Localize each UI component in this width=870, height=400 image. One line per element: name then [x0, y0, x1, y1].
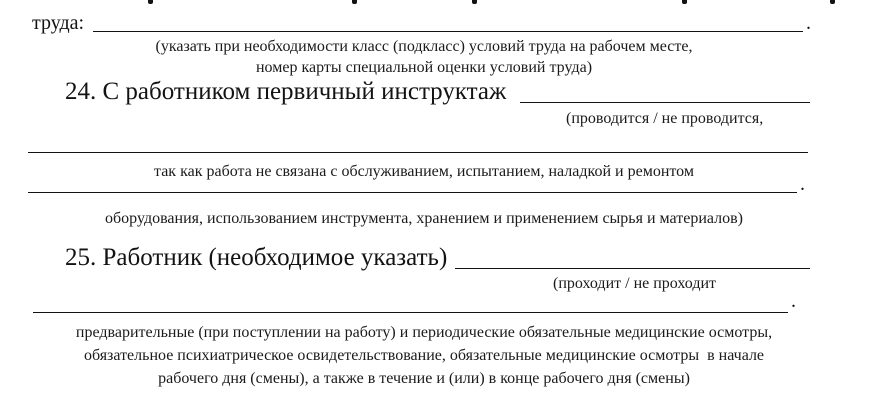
- clause-25-continuation-caption-line3: рабочего дня (смены), а также в течение и (или) в конце рабочего дня (смены): [158, 370, 690, 387]
- clause-25-row: [65, 243, 810, 273]
- clause-24-text: 24. С работником первичный инструктаж: [65, 78, 507, 105]
- clause-25-continuation-caption-line1: предварительные (при поступлении на работу) и периодические обязательные медицинские осмотры,: [75, 324, 773, 341]
- labor-conditions-caption-line2: номер карты специальной оценки условий труда): [255, 59, 593, 76]
- cropped-text-fragment: [682, 0, 687, 4]
- clause-25-text: 25. Работник (необходимое указать): [65, 244, 448, 271]
- cropped-text-fragment: [352, 0, 357, 4]
- worker-medical-blank[interactable]: [455, 243, 810, 269]
- clause-25-continuation-caption-line2: обязательное психиатрическое освидетельствование, обязательные медицинские осмотры в начале: [83, 347, 765, 364]
- cropped-text-fragment: [472, 0, 477, 4]
- cropped-text-fragment: [148, 0, 153, 4]
- clause-24-continuation-blank-1[interactable]: [28, 152, 808, 153]
- cropped-text-fragment: [830, 0, 835, 4]
- clause-25-blank-caption: (проходит / не проходит: [553, 275, 717, 292]
- clause-25-continuation-blank[interactable]: [33, 312, 788, 313]
- labor-conditions-caption-line1: (указать при необходимости класс (подкласс) условий труда на рабочем месте,: [155, 38, 693, 55]
- clause-24-continuation-caption-2: оборудования, использованием инструмента, хранением и применением сырья и материалов): [105, 210, 743, 227]
- sentence-period: .: [806, 12, 811, 34]
- labor-conditions-class-blank[interactable]: [93, 11, 803, 32]
- clause-23-tail-row: [32, 11, 811, 35]
- clause-24-row: [65, 77, 810, 107]
- clause-24-blank-caption: (проводится / не проводится,: [566, 110, 764, 127]
- sentence-period: .: [800, 173, 805, 195]
- initial-briefing-blank[interactable]: [520, 77, 810, 103]
- clause-23-tail-label: труда:: [32, 12, 85, 34]
- clause-24-continuation-blank-2[interactable]: [28, 192, 797, 193]
- clause-24-continuation-caption-1: так как работа не связана с обслуживанием, испытанием, наладкой и ремонтом: [154, 163, 694, 180]
- sentence-period: .: [791, 290, 796, 312]
